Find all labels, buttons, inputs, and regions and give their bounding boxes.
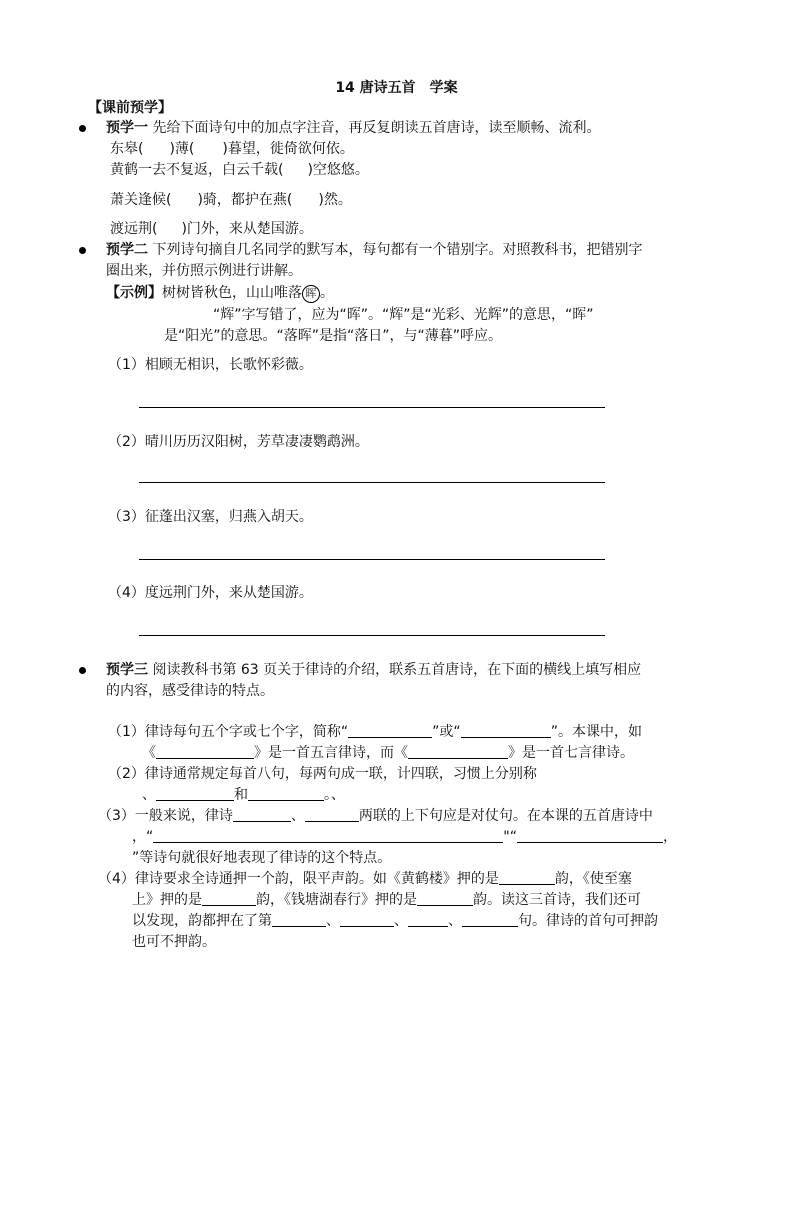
task-3-instruction-cont: 的内容，感受律诗的特点。 — [106, 683, 274, 699]
fill-blank[interactable] — [202, 891, 256, 906]
item-3-line-1: （3）一般来说，律诗 、 两联的上下句应是对仗句。在本课的五首唐诗中 — [98, 808, 653, 824]
fill-blank[interactable] — [272, 912, 326, 927]
task-2-instruction: 预学二 下列诗句摘自几名同学的默写本，每句都有一个错别字。对照教科书，把错别字 — [106, 242, 643, 258]
fill-blank[interactable] — [305, 807, 359, 822]
section-heading: 【课前预学】 — [88, 100, 172, 116]
poem-line-3: 萧关逢候( )骑，都护在燕( )然。 — [110, 192, 352, 208]
item-4-line-2: 上》押的是 韵，《钱塘湖春行》押的是 韵。读这三首诗，我们还可 — [132, 892, 641, 908]
fill-blank[interactable] — [233, 807, 291, 822]
task-1-instruction — [106, 118, 600, 138]
item-3-line-2: ，“ "“ ， — [132, 829, 677, 845]
fill-blank[interactable] — [248, 786, 324, 801]
item-2-line-1: （2）律诗通常规定每首八句，每两句成一联，计四联，习惯上分别称 — [108, 766, 537, 782]
example-explanation-2: 是“阳光”的意思。“落晖”是指“落日”，与“薄暮”呼应。 — [164, 328, 503, 344]
answer-line-1[interactable] — [139, 407, 605, 408]
example-label: 【示例】 — [106, 285, 162, 301]
task-1-label: 预学一 — [106, 120, 148, 136]
item-1-line-2: 《 》是一首五言律诗，而《 》是一首七言律诗。 — [142, 745, 634, 761]
poem-line-2: 黄鹤一去不复返，白云千载( )空悠悠。 — [110, 162, 369, 178]
fill-blank[interactable] — [499, 870, 555, 885]
poem-line-1: 东皋( )薄( )暮望，徙倚欲何依。 — [110, 141, 354, 157]
item-3-line-3: ”等诗句就很好地表现了律诗的这个特点。 — [132, 850, 392, 866]
fill-blank[interactable] — [517, 828, 663, 843]
fill-blank[interactable] — [417, 891, 473, 906]
question-4: （4）度远荆门外，来从楚国游。 — [108, 585, 313, 601]
fill-blank[interactable] — [156, 744, 254, 759]
item-2-line-2: 、 和 。、 — [142, 787, 345, 803]
fill-blank[interactable] — [348, 723, 432, 738]
answer-line-2[interactable] — [139, 482, 605, 483]
fill-blank[interactable] — [461, 723, 551, 738]
example-line: 【示例】树树皆秋色，山山唯落 晖 。 — [106, 285, 334, 301]
fill-blank[interactable] — [462, 912, 518, 927]
bullet-icon — [79, 247, 86, 254]
page-title: 14 唐诗五首 学案 — [335, 80, 458, 96]
item-1-line-1: （1）律诗每句五个字或七个字，简称“ ”或“ ”。本课中，如 — [108, 724, 642, 740]
fill-blank[interactable] — [340, 912, 394, 927]
item-4-line-1: （4）律诗要求全诗通押一个韵，限平声韵。如《黄鹤楼》押的是 韵，《使至塞 — [98, 871, 632, 887]
example-explanation-1: “辉”字写错了，应为“晖”。“辉”是“光彩、光辉”的意思，“晖” — [213, 307, 594, 323]
task-3-label: 预学三 — [106, 662, 148, 678]
task-2-label: 预学二 — [106, 242, 148, 258]
task-3-instruction: 预学三 阅读教科书第 63 页关于律诗的介绍，联系五首唐诗，在下面的横线上填写相应 — [106, 662, 642, 678]
bullet-icon — [79, 125, 86, 132]
fill-blank[interactable] — [156, 786, 234, 801]
circled-character: 晖 — [302, 285, 320, 303]
question-2: （2）晴川历历汉阳树，芳草凄凄鹦鹉洲。 — [108, 434, 369, 450]
question-3: （3）征蓬出汉塞，归燕入胡天。 — [108, 509, 313, 525]
question-1: （1）相顾无相识，长歌怀彩薇。 — [108, 357, 313, 373]
fill-blank[interactable] — [153, 828, 503, 843]
answer-line-3[interactable] — [139, 559, 605, 560]
item-4-line-3: 以发现，韵都押在了第 、 、 、 句。律诗的首句可押韵 — [132, 913, 658, 929]
bullet-icon — [79, 667, 86, 674]
task-2-instruction-cont: 圈出来，并仿照示例进行讲解。 — [106, 263, 302, 279]
task-1-text: 先给下面诗句中的加点字注音，再反复朗读五首唐诗，读至顺畅、流利。 — [152, 120, 601, 136]
item-4-line-4: 也可不押韵。 — [132, 934, 216, 950]
fill-blank[interactable] — [408, 744, 508, 759]
poem-line-4: 渡远荆( )门外，来从楚国游。 — [110, 221, 313, 237]
fill-blank[interactable] — [408, 912, 448, 927]
answer-line-4[interactable] — [139, 635, 605, 636]
